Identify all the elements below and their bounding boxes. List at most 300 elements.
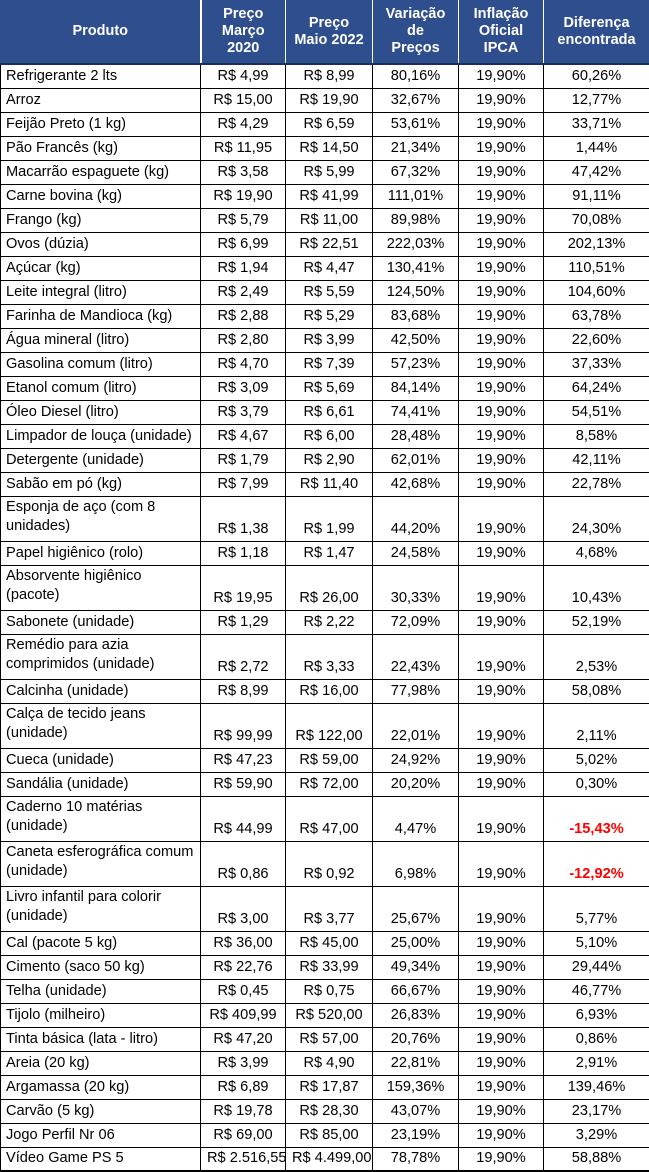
cell-ipca: 19,90% [459,424,544,448]
table-row[interactable] [1,634,649,679]
cell-diferenca: -15,43% [544,796,649,841]
table-row[interactable] [1,376,649,400]
cell-preco_2022: R$ 85,00 [286,1123,373,1147]
table-row[interactable] [1,328,649,352]
cell-ipca: 19,90% [459,565,544,610]
cell-preco_2020: R$ 15,00 [201,88,286,112]
cell-ipca: 19,90% [459,208,544,232]
cell-preco_2022: R$ 4,90 [286,1051,373,1075]
table-row[interactable] [1,679,649,703]
cell-produto: Detergente (unidade) [1,448,201,472]
cell-variacao: 80,16% [373,64,459,88]
column-header-line: de [376,23,455,40]
cell-produto: Etanol comum (litro) [1,376,201,400]
cell-variacao: 24,92% [373,748,459,772]
cell-diferenca: 60,26% [544,64,649,88]
cell-preco_2022: R$ 8,99 [286,64,373,88]
cell-diferenca: 139,46% [544,1075,649,1099]
cell-produto: Feijão Preto (1 kg) [1,112,201,136]
cell-ipca: 19,90% [459,1123,544,1147]
cell-diferenca: 2,11% [544,703,649,748]
table-row[interactable] [1,955,649,979]
cell-preco_2020: R$ 1,18 [201,541,286,565]
cell-preco_2020: R$ 2,80 [201,328,286,352]
cell-variacao: 124,50% [373,280,459,304]
table-row[interactable] [1,184,649,208]
cell-ipca: 19,90% [459,841,544,886]
cell-preco_2020: R$ 6,99 [201,232,286,256]
cell-variacao: 42,50% [373,328,459,352]
table-row[interactable] [1,64,649,88]
cell-diferenca: 23,17% [544,1099,649,1123]
cell-ipca: 19,90% [459,955,544,979]
cell-ipca: 19,90% [459,448,544,472]
cell-ipca: 19,90% [459,112,544,136]
cell-produto: Livro infantil para colorir (unidade) [1,886,201,931]
cell-variacao: 222,03% [373,232,459,256]
cell-preco_2022: R$ 3,77 [286,886,373,931]
table-row[interactable] [1,304,649,328]
table-row[interactable] [1,256,649,280]
column-header-line: IPCA [462,40,540,57]
cell-preco_2022: R$ 6,59 [286,112,373,136]
table-row[interactable] [1,160,649,184]
cell-variacao: 84,14% [373,376,459,400]
column-header-variacao[interactable] [373,1,459,65]
cell-ipca: 19,90% [459,160,544,184]
cell-produto: Tijolo (milheiro) [1,1003,201,1027]
cell-preco_2020: R$ 7,99 [201,472,286,496]
table-row[interactable] [1,136,649,160]
table-row[interactable] [1,703,649,748]
cell-preco_2022: R$ 17,87 [286,1075,373,1099]
cell-produto: Arroz [1,88,201,112]
cell-preco_2022: R$ 520,00 [286,1003,373,1027]
table-header [1,1,649,65]
cell-produto: Cal (pacote 5 kg) [1,931,201,955]
table-row[interactable] [1,400,649,424]
cell-ipca: 19,90% [459,1075,544,1099]
column-header-line: Março [205,23,283,40]
cell-diferenca: 6,93% [544,1003,649,1027]
cell-preco_2022: R$ 0,75 [286,979,373,1003]
cell-diferenca: 24,30% [544,496,649,541]
cell-produto: Tinta básica (lata - litro) [1,1027,201,1051]
cell-preco_2022: R$ 45,00 [286,931,373,955]
column-header-line: 2020 [205,40,283,57]
cell-ipca: 19,90% [459,979,544,1003]
cell-preco_2020: R$ 2.516,55 [201,1147,286,1171]
cell-preco_2020: R$ 0,45 [201,979,286,1003]
cell-preco_2022: R$ 19,90 [286,88,373,112]
cell-ipca: 19,90% [459,376,544,400]
cell-diferenca: 5,02% [544,748,649,772]
table-row[interactable] [1,565,649,610]
cell-preco_2022: R$ 7,39 [286,352,373,376]
cell-diferenca: -12,92% [544,841,649,886]
cell-preco_2020: R$ 99,99 [201,703,286,748]
cell-ipca: 19,90% [459,232,544,256]
cell-preco_2022: R$ 4.499,00 [286,1147,373,1171]
cell-diferenca: 2,53% [544,634,649,679]
cell-preco_2022: R$ 47,00 [286,796,373,841]
cell-ipca: 19,90% [459,931,544,955]
cell-preco_2020: R$ 4,99 [201,64,286,88]
table-row[interactable] [1,748,649,772]
cell-preco_2022: R$ 59,00 [286,748,373,772]
cell-diferenca: 58,08% [544,679,649,703]
table-row[interactable] [1,232,649,256]
cell-produto: Macarrão espaguete (kg) [1,160,201,184]
cell-diferenca: 10,43% [544,565,649,610]
cell-produto: Sandália (unidade) [1,772,201,796]
cell-diferenca: 46,77% [544,979,649,1003]
cell-variacao: 23,19% [373,1123,459,1147]
column-header-line: Produto [4,23,197,40]
cell-preco_2020: R$ 19,90 [201,184,286,208]
column-header-ipca[interactable] [459,1,544,65]
cell-preco_2022: R$ 72,00 [286,772,373,796]
cell-preco_2020: R$ 47,20 [201,1027,286,1051]
cell-variacao: 44,20% [373,496,459,541]
cell-diferenca: 47,42% [544,160,649,184]
column-header-line: Variação [376,6,455,23]
cell-ipca: 19,90% [459,541,544,565]
cell-variacao: 57,23% [373,352,459,376]
cell-ipca: 19,90% [459,88,544,112]
cell-preco_2020: R$ 6,89 [201,1075,286,1099]
cell-ipca: 19,90% [459,1003,544,1027]
cell-ipca: 19,90% [459,496,544,541]
cell-variacao: 66,67% [373,979,459,1003]
cell-ipca: 19,90% [459,328,544,352]
cell-preco_2022: R$ 5,59 [286,280,373,304]
cell-diferenca: 110,51% [544,256,649,280]
cell-ipca: 19,90% [459,400,544,424]
cell-variacao: 28,48% [373,424,459,448]
column-header-line: Preços [376,40,455,57]
cell-preco_2022: R$ 6,00 [286,424,373,448]
cell-variacao: 20,76% [373,1027,459,1051]
cell-preco_2022: R$ 2,90 [286,448,373,472]
cell-variacao: 22,43% [373,634,459,679]
cell-ipca: 19,90% [459,1099,544,1123]
cell-diferenca: 8,58% [544,424,649,448]
cell-diferenca: 29,44% [544,955,649,979]
table-row[interactable] [1,424,649,448]
cell-preco_2020: R$ 4,70 [201,352,286,376]
cell-produto: Leite integral (litro) [1,280,201,304]
cell-preco_2022: R$ 6,61 [286,400,373,424]
cell-preco_2022: R$ 11,40 [286,472,373,496]
header-row [1,1,649,65]
cell-produto: Refrigerante 2 lts [1,64,201,88]
cell-ipca: 19,90% [459,772,544,796]
cell-preco_2022: R$ 41,99 [286,184,373,208]
cell-diferenca: 104,60% [544,280,649,304]
cell-diferenca: 5,10% [544,931,649,955]
cell-diferenca: 52,19% [544,610,649,634]
table-row[interactable] [1,1027,649,1051]
cell-ipca: 19,90% [459,1147,544,1171]
cell-ipca: 19,90% [459,679,544,703]
cell-variacao: 21,34% [373,136,459,160]
table-row[interactable] [1,448,649,472]
cell-variacao: 32,67% [373,88,459,112]
cell-diferenca: 12,77% [544,88,649,112]
cell-diferenca: 22,60% [544,328,649,352]
cell-ipca: 19,90% [459,610,544,634]
cell-variacao: 6,98% [373,841,459,886]
cell-ipca: 19,90% [459,256,544,280]
cell-preco_2020: R$ 19,78 [201,1099,286,1123]
cell-produto: Telha (unidade) [1,979,201,1003]
cell-produto: Pão Francês (kg) [1,136,201,160]
cell-ipca: 19,90% [459,184,544,208]
cell-variacao: 49,34% [373,955,459,979]
column-header-line: Preço [289,15,369,32]
cell-preco_2020: R$ 4,67 [201,424,286,448]
column-header-produto[interactable] [1,1,201,65]
cell-preco_2022: R$ 5,29 [286,304,373,328]
table-row[interactable] [1,496,649,541]
cell-ipca: 19,90% [459,886,544,931]
cell-produto: Água mineral (litro) [1,328,201,352]
cell-variacao: 24,58% [373,541,459,565]
cell-preco_2022: R$ 14,50 [286,136,373,160]
cell-ipca: 19,90% [459,796,544,841]
cell-diferenca: 70,08% [544,208,649,232]
cell-preco_2022: R$ 11,00 [286,208,373,232]
cell-preco_2020: R$ 0,86 [201,841,286,886]
cell-preco_2022: R$ 1,47 [286,541,373,565]
cell-produto: Sabonete (unidade) [1,610,201,634]
cell-preco_2022: R$ 5,69 [286,376,373,400]
cell-preco_2020: R$ 4,29 [201,112,286,136]
cell-produto: Papel higiênico (rolo) [1,541,201,565]
cell-preco_2020: R$ 8,99 [201,679,286,703]
table-row[interactable] [1,1147,649,1171]
cell-preco_2020: R$ 19,95 [201,565,286,610]
cell-variacao: 111,01% [373,184,459,208]
cell-preco_2020: R$ 5,79 [201,208,286,232]
column-header-line: Preço [205,6,283,23]
cell-produto: Carne bovina (kg) [1,184,201,208]
table-row[interactable] [1,88,649,112]
cell-produto: Absorvente higiênico (pacote) [1,565,201,610]
table-row[interactable] [1,1075,649,1099]
cell-produto: Calcinha (unidade) [1,679,201,703]
table-row[interactable] [1,1099,649,1123]
table-row[interactable] [1,280,649,304]
cell-diferenca: 37,33% [544,352,649,376]
cell-produto: Vídeo Game PS 5 [1,1147,201,1171]
cell-variacao: 4,47% [373,796,459,841]
cell-ipca: 19,90% [459,1027,544,1051]
column-header-diferenca[interactable] [544,1,649,65]
cell-variacao: 22,81% [373,1051,459,1075]
table-row[interactable] [1,208,649,232]
cell-diferenca: 5,77% [544,886,649,931]
column-header-line: encontrada [547,32,646,49]
cell-diferenca: 33,71% [544,112,649,136]
cell-produto: Carvão (5 kg) [1,1099,201,1123]
table-row[interactable] [1,1003,649,1027]
cell-variacao: 20,20% [373,772,459,796]
cell-ipca: 19,90% [459,634,544,679]
cell-ipca: 19,90% [459,304,544,328]
cell-ipca: 19,90% [459,703,544,748]
cell-produto: Caneta esferográfica comum (unidade) [1,841,201,886]
table-row[interactable] [1,1123,649,1147]
table-row[interactable] [1,352,649,376]
table-row[interactable] [1,112,649,136]
cell-preco_2020: R$ 3,00 [201,886,286,931]
cell-variacao: 130,41% [373,256,459,280]
cell-produto: Cimento (saco 50 kg) [1,955,201,979]
cell-produto: Calça de tecido jeans (unidade) [1,703,201,748]
cell-preco_2020: R$ 36,00 [201,931,286,955]
column-header-preco_2020[interactable] [201,1,286,65]
cell-variacao: 159,36% [373,1075,459,1099]
cell-ipca: 19,90% [459,64,544,88]
cell-diferenca: 42,11% [544,448,649,472]
table-row[interactable] [1,472,649,496]
table-row[interactable] [1,979,649,1003]
column-header-preco_2022[interactable] [286,1,373,65]
table-row[interactable] [1,931,649,955]
cell-preco_2020: R$ 2,49 [201,280,286,304]
cell-preco_2020: R$ 47,23 [201,748,286,772]
cell-preco_2020: R$ 11,95 [201,136,286,160]
cell-preco_2020: R$ 3,79 [201,400,286,424]
cell-variacao: 74,41% [373,400,459,424]
cell-diferenca: 22,78% [544,472,649,496]
cell-preco_2020: R$ 44,99 [201,796,286,841]
cell-diferenca: 202,13% [544,232,649,256]
cell-produto: Limpador de louça (unidade) [1,424,201,448]
cell-ipca: 19,90% [459,136,544,160]
cell-ipca: 19,90% [459,280,544,304]
cell-preco_2020: R$ 1,79 [201,448,286,472]
cell-diferenca: 63,78% [544,304,649,328]
cell-diferenca: 3,29% [544,1123,649,1147]
table-row[interactable] [1,841,649,886]
cell-variacao: 43,07% [373,1099,459,1123]
cell-variacao: 89,98% [373,208,459,232]
table-row[interactable] [1,796,649,841]
cell-diferenca: 1,44% [544,136,649,160]
cell-diferenca: 0,30% [544,772,649,796]
cell-variacao: 26,83% [373,1003,459,1027]
cell-preco_2020: R$ 409,99 [201,1003,286,1027]
table-row[interactable] [1,1051,649,1075]
cell-produto: Gasolina comum (litro) [1,352,201,376]
table-body [1,64,649,1171]
cell-variacao: 25,67% [373,886,459,931]
cell-variacao: 67,32% [373,160,459,184]
cell-preco_2022: R$ 33,99 [286,955,373,979]
cell-diferenca: 4,68% [544,541,649,565]
cell-preco_2022: R$ 4,47 [286,256,373,280]
cell-produto: Cueca (unidade) [1,748,201,772]
cell-preco_2020: R$ 3,58 [201,160,286,184]
cell-variacao: 72,09% [373,610,459,634]
cell-preco_2022: R$ 1,99 [286,496,373,541]
cell-variacao: 77,98% [373,679,459,703]
cell-preco_2020: R$ 22,76 [201,955,286,979]
cell-preco_2022: R$ 26,00 [286,565,373,610]
cell-preco_2020: R$ 2,88 [201,304,286,328]
column-header-line: Diferença [547,15,646,32]
cell-preco_2022: R$ 3,99 [286,328,373,352]
cell-diferenca: 64,24% [544,376,649,400]
cell-produto: Areia (20 kg) [1,1051,201,1075]
cell-ipca: 19,90% [459,1051,544,1075]
cell-diferenca: 0,86% [544,1027,649,1051]
cell-produto: Óleo Diesel (litro) [1,400,201,424]
cell-preco_2022: R$ 16,00 [286,679,373,703]
cell-preco_2020: R$ 59,90 [201,772,286,796]
cell-preco_2020: R$ 3,99 [201,1051,286,1075]
cell-variacao: 25,00% [373,931,459,955]
cell-diferenca: 58,88% [544,1147,649,1171]
cell-produto: Argamassa (20 kg) [1,1075,201,1099]
cell-produto: Sabão em pó (kg) [1,472,201,496]
cell-preco_2020: R$ 3,09 [201,376,286,400]
table-row[interactable] [1,886,649,931]
cell-produto: Frango (kg) [1,208,201,232]
cell-variacao: 22,01% [373,703,459,748]
cell-preco_2020: R$ 1,94 [201,256,286,280]
column-header-line: Oficial [462,23,540,40]
cell-preco_2022: R$ 2,22 [286,610,373,634]
cell-variacao: 42,68% [373,472,459,496]
cell-diferenca: 2,91% [544,1051,649,1075]
table-row[interactable] [1,610,649,634]
cell-produto: Farinha de Mandioca (kg) [1,304,201,328]
cell-variacao: 78,78% [373,1147,459,1171]
cell-variacao: 30,33% [373,565,459,610]
cell-produto: Ovos (dúzia) [1,232,201,256]
cell-ipca: 19,90% [459,352,544,376]
cell-produto: Jogo Perfil Nr 06 [1,1123,201,1147]
cell-preco_2022: R$ 28,30 [286,1099,373,1123]
cell-produto: Açúcar (kg) [1,256,201,280]
cell-preco_2022: R$ 22,51 [286,232,373,256]
cell-produto: Caderno 10 matérias (unidade) [1,796,201,841]
cell-preco_2020: R$ 2,72 [201,634,286,679]
cell-diferenca: 54,51% [544,400,649,424]
table-row[interactable] [1,541,649,565]
cell-ipca: 19,90% [459,748,544,772]
cell-ipca: 19,90% [459,472,544,496]
cell-preco_2020: R$ 69,00 [201,1123,286,1147]
cell-preco_2022: R$ 122,00 [286,703,373,748]
cell-produto: Esponja de aço (com 8 unidades) [1,496,201,541]
cell-preco_2022: R$ 57,00 [286,1027,373,1051]
cell-variacao: 53,61% [373,112,459,136]
cell-produto: Remédio para azia comprimidos (unidade) [1,634,201,679]
column-header-line: Maio 2022 [289,32,369,49]
cell-preco_2022: R$ 3,33 [286,634,373,679]
cell-variacao: 62,01% [373,448,459,472]
cell-preco_2022: R$ 0,92 [286,841,373,886]
table-row[interactable] [1,772,649,796]
cell-variacao: 83,68% [373,304,459,328]
cell-diferenca: 91,11% [544,184,649,208]
column-header-line: Inflação [462,6,540,23]
